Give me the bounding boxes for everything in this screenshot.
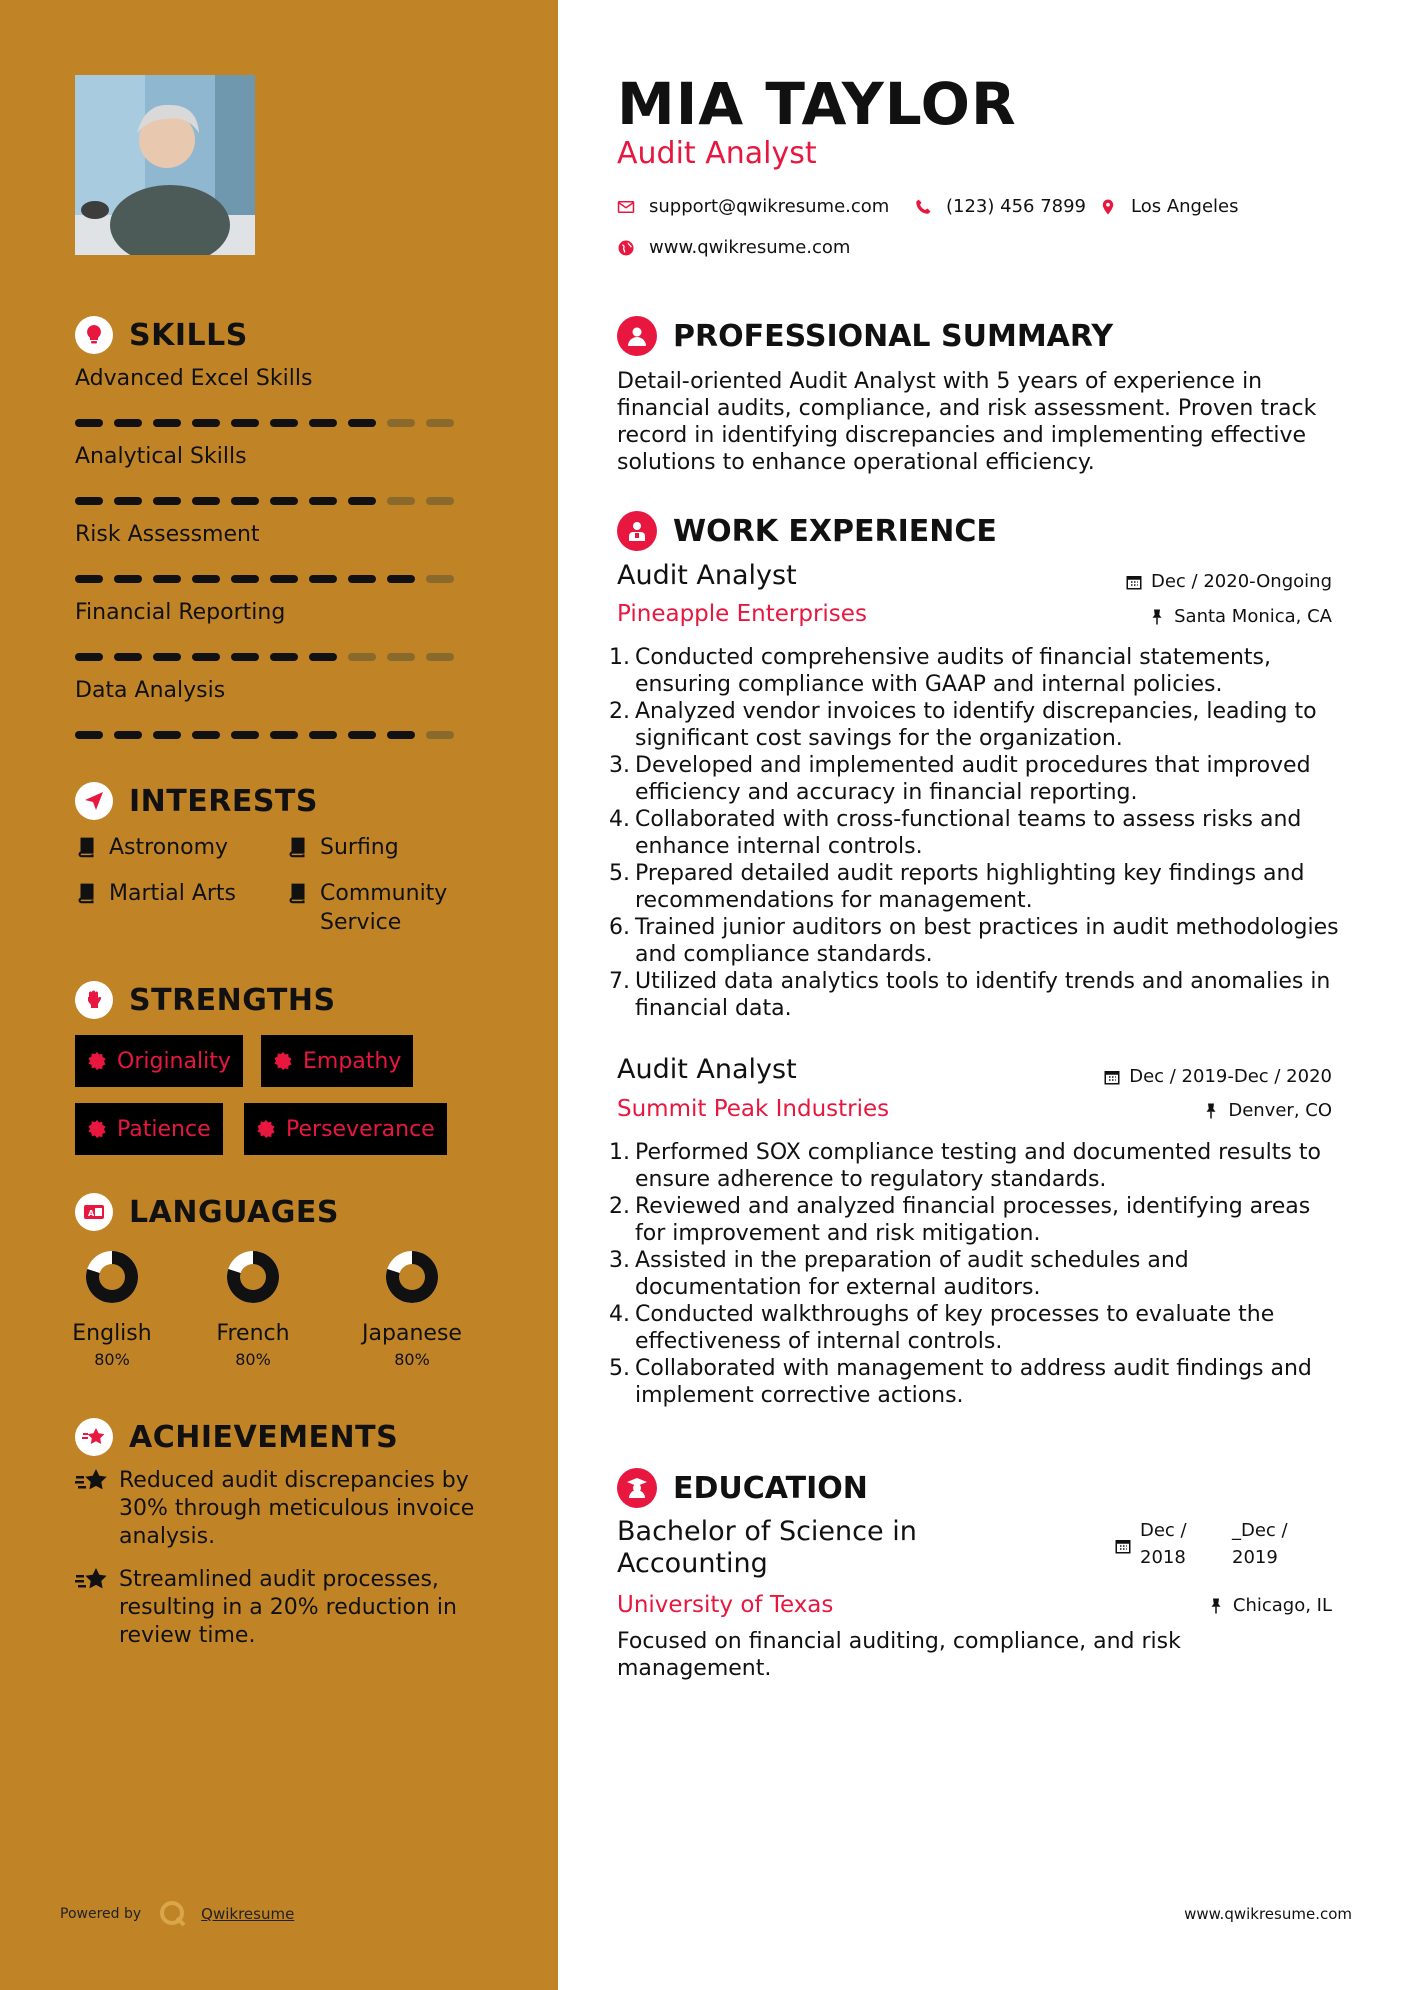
skill-level-segment [387, 419, 415, 427]
education-description: Focused on financial auditing, compliance, and risk management. [617, 1629, 1181, 1681]
candidate-name: MIA TAYLOR [617, 70, 1017, 138]
skill-level-segment [387, 497, 415, 505]
badge-icon [273, 1051, 293, 1071]
sidebar [0, 0, 558, 1990]
responsibility-item: 2. Reviewed and analyzed financial processes, identifying areas for improvement and risk mitigation. [609, 1194, 1311, 1246]
skill-level-segment [231, 731, 259, 739]
languages-heading: A LANGUAGES [75, 1193, 339, 1231]
book-icon [75, 882, 97, 904]
summary-heading: PROFESSIONAL SUMMARY [617, 316, 1113, 356]
star-badge-icon [75, 1418, 113, 1456]
briefcase-user-icon [617, 511, 657, 551]
skill-level-segment [270, 419, 298, 427]
language-gauge [380, 1245, 444, 1309]
svg-text:A: A [88, 1209, 95, 1218]
education-location: Chicago, IL [1207, 1595, 1332, 1616]
skill-level-segment [309, 653, 337, 661]
lightbulb-icon [75, 316, 113, 354]
qwikresume-link[interactable]: Qwikresume [201, 1905, 295, 1923]
skill-level-bar [75, 497, 475, 505]
pushpin-icon [1148, 608, 1166, 626]
skill-level-segment [348, 731, 376, 739]
contact-phone[interactable]: (123) 456 7899 [914, 196, 1086, 217]
skill-level-segment [387, 653, 415, 661]
map-pin-icon [1099, 198, 1117, 216]
skill-level-segment [114, 731, 142, 739]
pushpin-icon [1207, 1597, 1225, 1615]
job-company: Pineapple Enterprises [617, 601, 867, 627]
skill-level-segment [426, 419, 454, 427]
achievement-item: Reduced audit discrepancies by 30% through meticulous invoice analysis. [75, 1467, 495, 1551]
responsibility-item: 1. Performed SOX compliance testing and documented results to ensure adherence to regulatory standards. [609, 1140, 1321, 1192]
job-dates: Dec / 2020-Ongoing [1125, 571, 1332, 592]
paper-plane-icon [75, 782, 113, 820]
skill-level-segment [192, 419, 220, 427]
phone-icon [914, 198, 932, 216]
job-title: Audit Analyst [617, 560, 797, 591]
skill-level-segment [426, 497, 454, 505]
responsibility-item: 5. Prepared detailed audit reports highlighting key findings and recommendations for management. [609, 861, 1305, 913]
skill-item [75, 444, 475, 505]
experience-heading: WORK EXPERIENCE [617, 511, 997, 551]
raised-fist-icon [75, 981, 113, 1019]
interest-item: Astronomy [75, 833, 228, 862]
skill-level-segment [348, 653, 376, 661]
achievement-item: Streamlined audit processes, resulting in a 20% reduction in review time. [75, 1566, 495, 1650]
degree-title: Bachelor of Science in Accounting [617, 1516, 917, 1579]
skill-level-segment [153, 497, 181, 505]
skill-level-segment [270, 497, 298, 505]
language-item: Japanese 80% [352, 1245, 472, 1369]
skill-level-segment [270, 653, 298, 661]
footer-website[interactable]: www.qwikresume.com [1184, 1905, 1352, 1923]
responsibility-item: 2. Analyzed vendor invoices to identify discrepancies, leading to significant cost savings for the organization. [609, 699, 1317, 751]
book-icon [75, 836, 97, 858]
badge-icon [256, 1119, 276, 1139]
pushpin-icon [1202, 1102, 1220, 1120]
strengths-heading: STRENGTHS [75, 981, 336, 1019]
skill-level-segment [231, 497, 259, 505]
summary-text: Detail-oriented Audit Analyst with 5 years of experience in financial audits, compliance, and risk assessment. Proven track record in identifying discrepancies and implementing effective solutions to enhance operational efficiency. [617, 369, 1317, 475]
language-item: English 80% [52, 1245, 172, 1369]
education-start-date: Dec / 2018 [1140, 1520, 1187, 1568]
achievements-heading: ACHIEVEMENTS [75, 1418, 398, 1456]
skill-level-segment [348, 575, 376, 583]
skill-level-segment [114, 497, 142, 505]
responsibility-item: 4. Conducted walkthroughs of key processes to evaluate the effectiveness of internal controls. [609, 1302, 1275, 1354]
language-gauge [80, 1245, 144, 1309]
strength-badge: Empathy [261, 1035, 413, 1087]
responsibility-item: 4. Collaborated with cross-functional teams to assess risks and enhance internal controls. [609, 807, 1302, 859]
job-location: Santa Monica, CA [1148, 606, 1332, 627]
responsibility-item: 1. Conducted comprehensive audits of financial statements, ensuring compliance with GAAP and internal policies. [609, 645, 1272, 697]
skill-level-segment [75, 419, 103, 427]
book-icon [286, 836, 308, 858]
interest-item: Community Service [286, 879, 486, 937]
shooting-star-icon [75, 1566, 109, 1594]
responsibility-item: 6. Trained junior auditors on best practices in audit methodologies and compliance standards. [609, 915, 1339, 967]
skill-level-segment [426, 575, 454, 583]
skill-level-segment [231, 419, 259, 427]
profile-photo [75, 75, 255, 255]
skill-name: Advanced Excel Skills [75, 366, 313, 391]
strength-badge: Perseverance [244, 1103, 447, 1155]
school-name: University of Texas [617, 1592, 834, 1618]
job-title: Audit Analyst [617, 1054, 797, 1085]
skill-item [75, 366, 475, 427]
responsibility-item: 3. Developed and implemented audit procedures that improved efficiency and accuracy in financial reporting. [609, 753, 1311, 805]
contact-email[interactable]: support@qwikresume.com [617, 196, 889, 217]
strength-badge: Originality [75, 1035, 243, 1087]
skill-level-segment [153, 653, 181, 661]
skill-level-segment [270, 731, 298, 739]
powered-by: Powered by Qwikresume [60, 1900, 294, 1928]
candidate-role: Audit Analyst [617, 136, 817, 171]
skill-name: Data Analysis [75, 678, 226, 703]
skill-level-segment [192, 497, 220, 505]
education-heading: EDUCATION [617, 1468, 868, 1508]
skill-name: Analytical Skills [75, 444, 247, 469]
skill-level-bar [75, 419, 475, 427]
translate-icon [75, 1193, 113, 1231]
skill-name: Financial Reporting [75, 600, 286, 625]
job-dates: Dec / 2019-Dec / 2020 [1103, 1066, 1332, 1087]
skill-level-segment [192, 731, 220, 739]
skill-level-segment [231, 575, 259, 583]
job-responsibilities [609, 644, 1342, 1022]
language-gauge [221, 1245, 285, 1309]
book-icon [286, 882, 308, 904]
skill-level-segment [75, 497, 103, 505]
calendar-icon [1125, 573, 1143, 591]
education-end-date: _Dec / 2019 [1232, 1520, 1288, 1568]
skill-level-bar [75, 731, 475, 739]
graduate-icon [617, 1468, 657, 1508]
skill-level-segment [270, 575, 298, 583]
skill-level-segment [309, 575, 337, 583]
responsibility-item: 7. Utilized data analytics tools to identify trends and anomalies in financial data. [609, 969, 1331, 1021]
interest-item: Martial Arts [75, 879, 236, 908]
badge-icon [87, 1119, 107, 1139]
skill-level-segment [348, 419, 376, 427]
skill-name: Risk Assessment [75, 522, 260, 547]
skill-level-segment [192, 653, 220, 661]
skill-level-bar [75, 575, 475, 583]
skill-level-segment [153, 575, 181, 583]
skill-level-bar [75, 653, 475, 661]
interests-heading: INTERESTS [75, 782, 318, 820]
skill-level-segment [348, 497, 376, 505]
skill-level-segment [426, 653, 454, 661]
responsibility-item: 3. Assisted in the preparation of audit schedules and documentation for external auditors. [609, 1248, 1189, 1300]
responsibility-item: 5. Collaborated with management to address audit findings and implement corrective actions. [609, 1356, 1312, 1408]
interest-item: Surfing [286, 833, 399, 862]
calendar-icon [1103, 1068, 1121, 1086]
calendar-icon [1114, 1537, 1132, 1555]
skill-level-segment [387, 731, 415, 739]
skill-level-segment [75, 575, 103, 583]
skill-item [75, 600, 475, 661]
skill-level-segment [309, 419, 337, 427]
job-location: Denver, CO [1202, 1100, 1332, 1121]
badge-icon [87, 1051, 107, 1071]
skill-level-segment [426, 731, 454, 739]
contact-website[interactable]: www.qwikresume.com [617, 237, 850, 258]
skill-item [75, 678, 475, 739]
skill-level-segment [114, 653, 142, 661]
skill-level-segment [114, 575, 142, 583]
skill-level-segment [153, 419, 181, 427]
envelope-icon [617, 198, 635, 216]
skill-level-segment [192, 575, 220, 583]
skill-level-segment [309, 497, 337, 505]
qwikresume-logo-icon [159, 1900, 187, 1928]
shooting-star-icon [75, 1467, 109, 1495]
contact-location: Los Angeles [1099, 196, 1239, 217]
skill-level-segment [231, 653, 259, 661]
strength-badge: Patience [75, 1103, 223, 1155]
skill-level-segment [153, 731, 181, 739]
language-item: French 80% [193, 1245, 313, 1369]
job-responsibilities [609, 1139, 1342, 1409]
skill-level-segment [114, 419, 142, 427]
job-company: Summit Peak Industries [617, 1096, 890, 1122]
skills-heading: SKILLS [75, 316, 248, 354]
globe-icon [617, 239, 635, 257]
skill-level-segment [75, 653, 103, 661]
skill-level-segment [309, 731, 337, 739]
skill-level-segment [75, 731, 103, 739]
skill-item [75, 522, 475, 583]
skill-level-segment [387, 575, 415, 583]
user-icon [617, 316, 657, 356]
